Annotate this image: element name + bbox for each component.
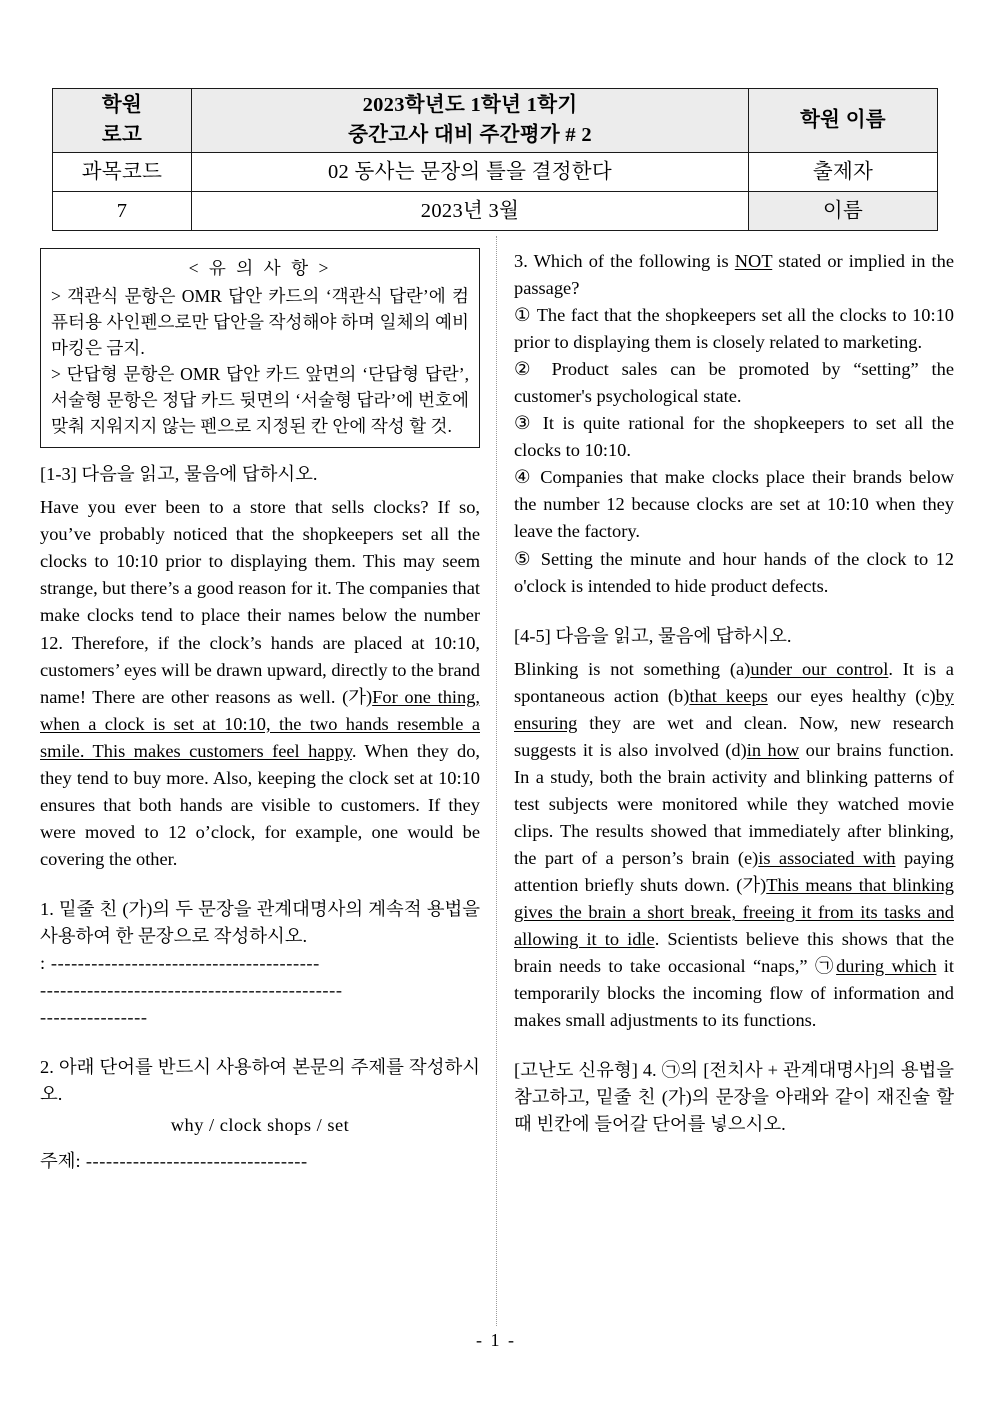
- directive-4-5-text: [4-5] 다음을 읽고, 물음에 답하시오.: [514, 625, 792, 646]
- passage2-part6: paying attention briefly shuts down.: [514, 847, 955, 896]
- header-row-title: [53, 89, 938, 153]
- passage2-underlined-ga: This means that blinking gives the brain a short break, freeing it from its tasks and allowing it to idle: [514, 875, 954, 950]
- exam-title-cell: [192, 89, 749, 153]
- notice-title: < 유 의 사 항 >: [188, 258, 332, 278]
- subject-code-value: 7: [53, 192, 192, 231]
- notice-item-2: > 단답형 문항은 OMR 답안 카드 앞면의 ‘단답형 답란’, 서술형 문항은 정답 카드 뒷면의 ‘서술형 답라’에 번호에 맞춰 지워지지 않는 펜으로 지정된 칸 안에 작성 할 것.: [51, 364, 469, 437]
- question-3-stem-part2: stated or implied in the passage?: [514, 251, 954, 299]
- lesson-title: 02 동사는 문장의 틀을 결정한다: [192, 153, 749, 192]
- question-2-answer-row[interactable]: [40, 1148, 480, 1175]
- page-footer: [0, 1330, 992, 1351]
- passage2-part5: our brains function. In a study, both the brain activity and blinking patterns of test subjects were monitored while they watched movie clips. The results showed that immediately after blinking, the part of a person’s brain (e): [514, 739, 954, 868]
- question-3-choice-4[interactable]: ④ Companies that make clocks place their brands below the number 12 because clocks are set at 10:10 when they leave the factory.: [514, 467, 954, 542]
- directive-1-3-text: [1-3] 다음을 읽고, 물음에 답하시오.: [40, 464, 318, 485]
- passage2-marker-ga: (가): [736, 875, 767, 896]
- author-name-value: 이름: [749, 192, 938, 231]
- passage1-marker-ga: (가): [342, 686, 373, 707]
- question-3-stem-part1: 3. Which of the following is: [514, 251, 735, 271]
- passage2-part8: it temporarily blocks the incoming flow of information and makes small adjustments to its functions.: [514, 956, 954, 1031]
- question-1-answer-line-2[interactable]: ---------------------------------------------: [40, 980, 343, 1001]
- academy-name-cell: 학원 이름: [749, 89, 938, 153]
- page-number: - 1 -: [476, 1330, 516, 1350]
- academy-logo-line1: 학원: [101, 94, 143, 116]
- column-divider: [496, 236, 497, 1326]
- question-2-text: 2. 아래 단어를 반드시 사용하여 본문의 주제를 작성하시오.: [40, 1057, 480, 1105]
- question-3-choice-2[interactable]: ② Product sales can be promoted by “setting” the customer's psychological state.: [514, 359, 954, 407]
- directive-1-3: [40, 461, 480, 488]
- passage1-part2: . When they do, they tend to buy more. Also, keeping the clock set at 10:10 ensures that both hands are visible to customers. If they were moved to 12 o’clock, for example, one would be covering the other.: [40, 740, 480, 869]
- question-2-word-bank: why / clock shops / set: [170, 1115, 350, 1136]
- question-3-choice-5[interactable]: ⑤ Setting the minute and hour hands of the clock to 12 o'clock is intended to hide product defects.: [514, 548, 954, 596]
- question-2-answer-line[interactable]: ---------------------------------: [80, 1151, 308, 1172]
- passage2-part1: Blinking is not something (a): [514, 658, 751, 679]
- question-3-stem-not: NOT: [734, 251, 773, 271]
- passage2-part7: . Scientists believe this shows that the brain needs to take occasional “naps,”: [514, 929, 954, 977]
- exam-header-table: [52, 88, 938, 231]
- passage2-marker-circled-a: ㉠: [814, 956, 837, 977]
- reading-passage-2: [514, 656, 954, 1035]
- academy-logo-line2: 로고: [101, 123, 143, 146]
- question-3-choice-3[interactable]: ③ It is quite rational for the shopkeepers to set all the clocks to 10:10.: [514, 413, 954, 461]
- question-2-answer-label: 주제:: [40, 1151, 81, 1172]
- passage1-part1: Have you ever been to a store that sells clocks? If so, you’ve probably noticed that the shopkeepers set all the clocks to 10:10 prior to displaying them. This may seem strange, but there’s a good reason for it. The companies that make clocks tend to place their names below the number 12. Therefore, if the clock’s hands are placed at 10:10, customers’ eyes will be drawn upward, directly to the brand name! There are other reasons as well.: [40, 497, 480, 707]
- question-3-choice-1[interactable]: ① The fact that the shopkeepers set all the clocks to 10:10 prior to displaying them is closely related to marketing.: [514, 305, 954, 353]
- passage2-underlined-d: in how: [746, 739, 800, 760]
- header-row-subject: [53, 153, 938, 192]
- passage2-part4: they are wet and clean. Now, new research suggests it is also involved (d): [514, 712, 954, 760]
- question-1: [40, 896, 480, 1031]
- passage2-part3: our eyes healthy (c): [767, 685, 936, 706]
- passage2-underlined-c: by ensuring: [514, 685, 954, 733]
- right-column: [514, 248, 954, 1144]
- spacer-after-question3: [514, 606, 954, 623]
- subject-code-label: 과목코드: [53, 153, 192, 192]
- spacer-before-topic-line: [40, 1139, 480, 1148]
- question-4-text: [고난도 신유형] 4. ㉠의 [전치사 + 관계대명사]의 용법을 참고하고, 밑줄 친 (가)의 문장을 아래와 같이 재진술 할 때 빈칸에 들어갈 단어를 넣으시오.: [514, 1060, 954, 1135]
- directive-4-5: [514, 623, 954, 650]
- question-1-answer-line-1[interactable]: : ----------------------------------------: [40, 953, 320, 974]
- spacer-after-passage2: [514, 1040, 954, 1057]
- question-4: [514, 1057, 954, 1138]
- exam-date-value: 2023년 3월: [192, 192, 749, 231]
- spacer-after-question1: [40, 1037, 480, 1054]
- left-column: [40, 248, 480, 1181]
- question-1-answer-line-3[interactable]: ----------------: [40, 1007, 148, 1028]
- passage2-underlined-during-which: during which: [836, 956, 937, 977]
- header-row-values: [53, 192, 938, 231]
- academy-logo-cell: [53, 89, 192, 153]
- passage2-underlined-a: under our control: [750, 658, 889, 679]
- notice-box: [40, 248, 480, 448]
- question-2: [40, 1054, 480, 1175]
- notice-item-1: > 객관식 문항은 OMR 답안 카드의 ‘객관식 답란’에 컴퓨터용 사인펜으로만 답안을 작성해야 하며 일체의 예비마킹은 금지.: [51, 286, 469, 359]
- question-3: [514, 248, 954, 600]
- passage1-underlined-ga: For one thing, when a clock is set at 10:10, the two hands resemble a smile. This makes customers feel happy: [40, 686, 480, 761]
- passage2-part2: . It is a spontaneous action (b): [514, 658, 954, 706]
- exam-title-line2: 중간고사 대비 주간평가 # 2: [348, 123, 592, 146]
- question-3-stem: [514, 248, 954, 302]
- question-1-text: 1. 밑줄 친 (가)의 두 문장을 관계대명사의 계속적 용법을 사용하여 한 문장으로 작성하시오.: [40, 898, 480, 946]
- passage2-underlined-b: that keeps: [689, 685, 768, 706]
- passage2-underlined-e: is associated with: [758, 847, 896, 868]
- exam-title-line1: 2023학년도 1학년 1학기: [362, 94, 578, 116]
- reading-passage-1: [40, 494, 480, 873]
- spacer-after-passage1: [40, 879, 480, 896]
- author-label: 출제자: [749, 153, 938, 192]
